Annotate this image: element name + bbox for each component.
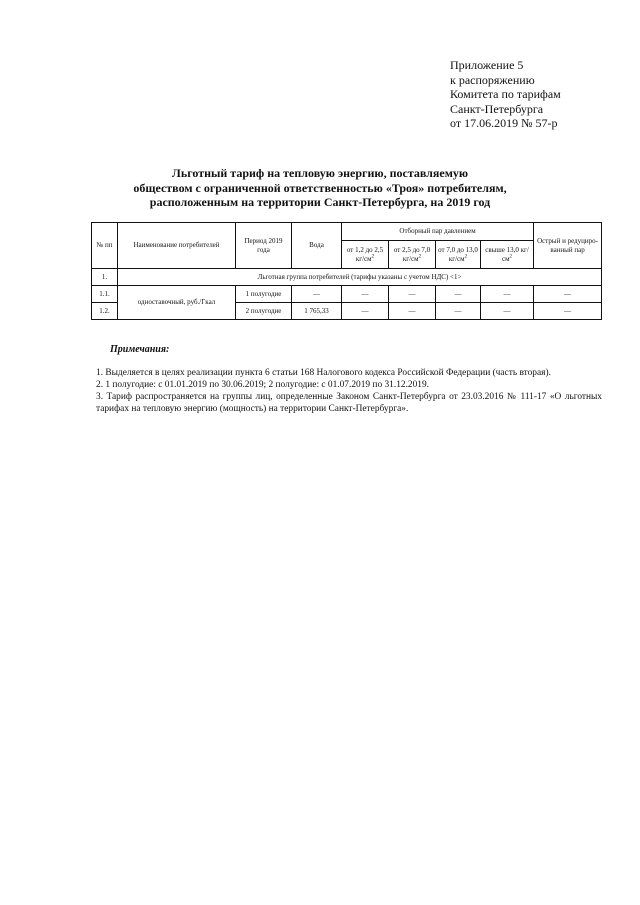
header-pressure-2: от 2,5 до 7,0 $кг/см^2$: [389, 241, 436, 269]
header-steam: Отборный пар давлением: [342, 223, 534, 241]
header-num: № пп: [92, 223, 118, 269]
group-label: Льготная группа потребителей (тарифы указаны с учетом НДС) <1>: [118, 269, 602, 286]
row-num: 1.1.: [92, 286, 118, 303]
table-row: [92, 286, 602, 303]
document-title: [80, 166, 560, 210]
row-sharp: —: [534, 303, 602, 320]
header-name: Наименование потребителей: [118, 223, 236, 269]
row-p2: —: [389, 303, 436, 320]
title-line: расположенным на территории Санкт-Петербурга, на 2019 год: [149, 195, 491, 209]
appendix-block: [450, 58, 630, 131]
title-line: обществом с ограниченной ответственностью «Троя» потребителям,: [133, 180, 507, 195]
notes-block: [96, 367, 602, 415]
header-period: Период 2019 года: [236, 223, 292, 269]
title-line: Льготный тариф на тепловую энергию, поставляемую: [171, 166, 469, 180]
row-p4: —: [481, 303, 534, 320]
row-p4: —: [481, 286, 534, 303]
row-p1: —: [342, 303, 389, 320]
row-num: 1.2.: [92, 303, 118, 320]
appendix-line: Санкт-Петербурга: [450, 101, 544, 116]
appendix-line: Комитета по тарифам: [450, 87, 561, 101]
header-pressure-4: свыше 13,0 $кг/см^2$: [481, 241, 534, 269]
notes-heading: Примечания:: [110, 344, 170, 355]
row-p3: —: [436, 303, 481, 320]
row-sharp: —: [534, 286, 602, 303]
row-period: 2 полугодие: [236, 303, 292, 320]
row-water: 1 765,33: [292, 303, 342, 320]
appendix-line: к распоряжению: [450, 72, 535, 87]
row-period: 1 полугодие: [236, 286, 292, 303]
table-header-row: [92, 223, 602, 241]
row-p1: —: [342, 286, 389, 303]
header-pressure-3: от 7,0 до 13,0 $кг/см^2$: [436, 241, 481, 269]
note-item: 3. Тариф распространяется на группы лиц, определенные Законом Санкт-Петербурга от 23.03.2016 № 111-17 «О льготных тарифах на тепловую энергию (мощность) на территории Санкт-Петербурга».: [96, 392, 602, 414]
row-p2: —: [389, 286, 436, 303]
appendix-line: от 17.06.2019 № 57-р: [450, 116, 558, 130]
group-num: 1.: [92, 269, 118, 286]
row-p3: —: [436, 286, 481, 303]
header-water: Вода: [292, 223, 342, 269]
note-item: 2. 1 полугодие: с 01.01.2019 по 30.06.2019; 2 полугодие: с 01.07.2019 по 31.12.2019.: [96, 380, 430, 390]
appendix-line: Приложение 5: [450, 58, 524, 72]
table-group-row: [92, 269, 602, 286]
row-water: —: [292, 286, 342, 303]
header-pressure-1: от 1,2 до 2,5 $кг/см^2$: [342, 241, 389, 269]
tariff-table: [91, 222, 602, 320]
note-item: 1. Выделяется в целях реализации пункта 6 статьи 168 Налогового кодекса Российской Федерации (часть вторая).: [96, 368, 551, 378]
consumer-name: одноставочный, руб./Гкал: [118, 286, 236, 320]
header-sharp-steam: Острый и редуциро-ванный пар: [534, 223, 602, 269]
